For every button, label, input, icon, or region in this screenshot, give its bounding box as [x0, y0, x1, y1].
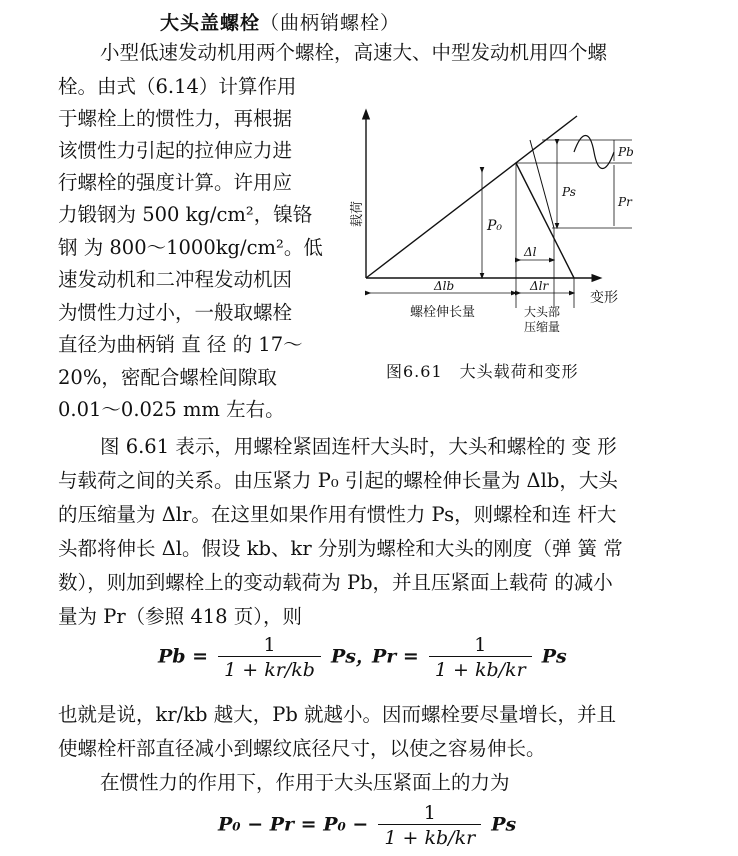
- formula-pr-fraction: [429, 634, 532, 681]
- formula2-numerator: 1: [423, 802, 436, 824]
- para1-line9: 为惯性力过小，一般取螺栓: [58, 301, 293, 324]
- ylabel: 载荷: [350, 200, 365, 227]
- label-p0: P₀: [487, 218, 503, 234]
- para2-line5: 数），则加到螺栓上的变动载荷为 Pb，并且压紧面上载荷 的减小: [58, 571, 613, 594]
- para2-line4: 头都将伸长 Δl。假设 kb、kr 分别为螺栓和大头的刚度（弹 簧 常: [58, 537, 623, 560]
- para2-line6: 量为 Pr（参照 418 页），则: [58, 605, 303, 628]
- label-pb: Pb: [618, 145, 634, 159]
- label-pr: Pr: [618, 195, 632, 209]
- oscillation-wave: [574, 136, 614, 169]
- formula-pr-tail: Ps: [541, 645, 567, 668]
- formula-pb-denominator: 1 + kr/kb: [218, 656, 321, 681]
- para1-line12: 0.01～0.025 mm 左右。: [58, 398, 285, 421]
- label-head-compression-1: 大头部: [524, 305, 561, 319]
- para1-line10: 直径为曲柄销 直 径 的 17～: [58, 333, 303, 356]
- formula2-denominator: 1 + kb/kr: [378, 824, 481, 849]
- label-dlr: Δlr: [530, 279, 549, 293]
- para3-line1: 也就是说，kr/kb 越大，Pb 就越小。因而螺栓要尽量增长，并且: [58, 703, 617, 726]
- para2-line1: 图 6.61 表示，用螺栓紧固连杆大头时，大头和螺栓的 变 形: [100, 435, 617, 458]
- para1-line3: 于螺栓上的惯性力，再根据: [58, 107, 293, 130]
- para1-line7: 钢 为 800～1000kg/cm²。低: [58, 236, 323, 259]
- para1-line5: 行螺栓的强度计算。许用应: [58, 171, 293, 194]
- figure-caption: 图6.61 大头载荷和变形: [386, 362, 579, 381]
- formula-pb-fraction: [218, 634, 321, 681]
- para1-line6: 力锻钢为 500 kg/cm²，镍铬: [58, 203, 313, 226]
- label-head-compression-2: 压缩量: [524, 320, 561, 334]
- para1-line8: 速发动机和二冲程发动机因: [58, 268, 293, 291]
- para1-line1: 小型低速发动机用两个螺栓，高速大、中型发动机用四个螺: [100, 41, 608, 64]
- formula-pr-numerator: 1: [474, 634, 487, 656]
- formula-pressing-force: [218, 802, 516, 849]
- formula-pb: [158, 634, 375, 681]
- para1-line2: 栓。由式（6.14）计算作用: [58, 75, 297, 98]
- para3-line2: 使螺栓杆部直径减小到螺纹底径尺寸，以使之容易伸长。: [58, 737, 546, 760]
- para3-line3: 在惯性力的作用下，作用于大头压紧面上的力为: [100, 771, 510, 794]
- xlabel: 变形: [590, 290, 618, 306]
- heading-title: 大头盖螺栓: [160, 12, 261, 34]
- label-dl: Δl: [524, 245, 537, 259]
- formula-pb-lhs: Pb =: [158, 645, 209, 668]
- formula-pr-denominator: 1 + kb/kr: [429, 656, 532, 681]
- heading-subtitle: （曲柄销螺栓）: [260, 12, 401, 34]
- formula-pr: [372, 634, 567, 681]
- formula-pb-numerator: 1: [263, 634, 276, 656]
- load-deformation-diagram: [352, 110, 682, 350]
- head-stiffness-line: [516, 163, 574, 278]
- formula2-tail: Ps: [491, 813, 517, 836]
- para1-line11: 20%，密配合螺栓间隙取: [58, 366, 277, 389]
- label-dlb: Δlb: [434, 279, 455, 293]
- section-heading: [160, 8, 400, 35]
- formula-pb-tail: Ps，: [330, 645, 375, 668]
- para2-line2: 与载荷之间的关系。由压紧力 P₀ 引起的螺栓伸长量为 Δlb，大头: [58, 469, 618, 492]
- para1-line4: 该惯性力引起的拉伸应力进: [58, 139, 293, 162]
- formula2-lhs: P₀ − Pr = P₀ −: [218, 813, 369, 836]
- label-bolt-elongation: 螺栓伸长量: [410, 305, 476, 320]
- label-ps: Ps: [562, 185, 576, 199]
- formula2-fraction: [378, 802, 481, 849]
- formula-pr-lhs: Pr =: [372, 645, 419, 668]
- para2-line3: 的压缩量为 Δlr。在这里如果作用有惯性力 Ps，则螺栓和连 杆大: [58, 503, 617, 526]
